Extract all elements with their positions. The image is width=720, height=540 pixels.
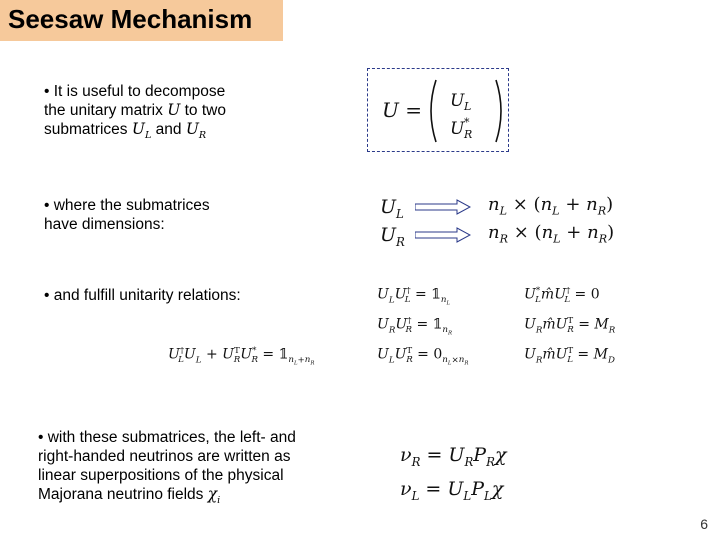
svg-text:U: U <box>450 119 465 139</box>
unitarity-r3c1: $U_LU^T_R = 0_{n_L\times n_R}$ <box>377 346 469 368</box>
bullet-text: submatrices <box>44 121 128 138</box>
bullet-line: Majorana neutrino fields $\chi_i$ <box>38 485 221 507</box>
unitarity-extra: $U^\dagger_LU_L + U^T_RU^*_R$ = $𝟙_{n_L+n_R}$ <box>168 346 315 368</box>
bullet-dimensions <box>44 196 210 234</box>
svg-text:L: L <box>464 100 472 113</box>
unitarity-r3c2: $U_Rm̂U^T_L = M_D$ <box>524 346 615 366</box>
dim-left-1: $U_L$ <box>380 196 404 221</box>
math-UL: $U_L$ <box>131 120 152 142</box>
bullet-decompose <box>44 82 226 145</box>
bullet-line <box>44 101 226 120</box>
u-matrix-equation: U = U L U * R <box>382 76 506 146</box>
math-UR: $U_R$ <box>185 120 207 142</box>
unitarity-r1c2: $U^*_Lm̂U^\dagger_L = 0$ <box>524 286 600 306</box>
title-banner <box>0 0 283 41</box>
bullet-line: • where the submatrices <box>44 197 210 214</box>
bullet-line <box>44 120 226 145</box>
field-nu-r: $\nu_R = U_RP_R\chi$ <box>400 444 507 469</box>
bullet-unitarity: • and fulfill unitarity relations: <box>44 287 241 304</box>
svg-text:R: R <box>464 128 473 141</box>
svg-text:U: U <box>450 91 465 111</box>
bullet-line: • It is useful to decompose <box>44 83 226 100</box>
bullet-line: linear superpositions of the physical <box>38 467 284 484</box>
bullet-line: have dimensions: <box>44 216 165 233</box>
page-number: 6 <box>700 516 708 532</box>
bullet-text: the unitary matrix <box>44 102 163 119</box>
unitarity-r2c1: $U_RU^\dagger_R$ = $𝟙_{n_R}$ <box>377 316 453 338</box>
field-nu-l: $\nu_L = U_LP_L\chi$ <box>400 478 504 503</box>
bullet-line: right-handed neutrinos are written as <box>38 448 291 465</box>
bullet-line: • with these submatrices, the left- and <box>38 429 296 446</box>
dim-left-2: $U_R$ <box>380 224 405 249</box>
bullet-text: to two <box>184 102 226 119</box>
unitarity-r2c2: $U_Rm̂U^T_R = M_R$ <box>524 316 616 336</box>
math-U: U <box>167 101 181 119</box>
dim-right-2: $n_R \times (n_L + n_R)$ <box>488 222 615 246</box>
bullet-text: and <box>155 121 182 138</box>
math-chi: $\chi_i$ <box>207 485 221 507</box>
slide-title: Seesaw Mechanism <box>8 4 253 34</box>
dim-right-1: $n_L \times (n_L + n_R)$ <box>488 194 614 218</box>
unitarity-r1c1: $U_LU^\dagger_L$ = $𝟙_{n_L}$ <box>377 286 451 308</box>
bullet-fields <box>38 428 296 510</box>
arrow-icon <box>415 227 471 243</box>
svg-text:*: * <box>464 116 470 129</box>
arrow-icon <box>415 199 471 215</box>
